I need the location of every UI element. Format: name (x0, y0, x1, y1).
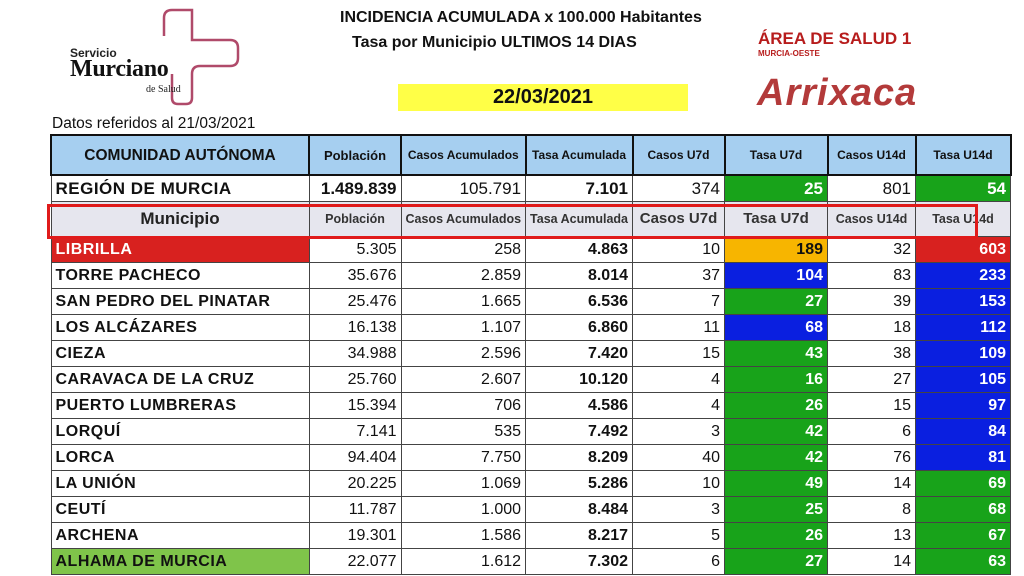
area-subtitle: MURCIA-OESTE (758, 49, 820, 58)
casos-u14d-cell: 27 (828, 367, 916, 393)
tasa-acum-cell: 4.863 (526, 237, 633, 263)
tasa-u14d-cell: 63 (916, 549, 1011, 575)
casos-u14d-cell: 83 (828, 263, 916, 289)
poblacion-cell: 20.225 (309, 471, 401, 497)
tasa-u7d-cell: 25 (725, 497, 828, 523)
casos-u7d-cell: 6 (633, 549, 725, 575)
tasa-u7d-cell: 68 (725, 315, 828, 341)
arrixaca-logo: Arrixaca (757, 72, 918, 114)
casos-u14d-cell: 39 (828, 289, 916, 315)
casos-acum-cell: 1.665 (401, 289, 526, 315)
tasa-u7d-cell: 189 (725, 237, 828, 263)
table-row (51, 497, 1011, 523)
tasa-u7d-cell: 42 (725, 445, 828, 471)
casos-u14d-cell: 6 (828, 419, 916, 445)
page-subtitle: Tasa por Municipio ULTIMOS 14 DIAS (352, 34, 637, 51)
tasa-u14d-cell: 112 (916, 315, 1011, 341)
casos-u7d-cell: 3 (633, 419, 725, 445)
casos-u7d-cell: 5 (633, 523, 725, 549)
municipio-name: ALHAMA DE MURCIA (51, 549, 309, 575)
casos-u7d-cell: 7 (633, 289, 725, 315)
municipio-name: PUERTO LUMBRERAS (51, 393, 309, 419)
casos-u7d-cell: 37 (633, 263, 725, 289)
poblacion-cell: 5.305 (309, 237, 401, 263)
poblacion-cell: 7.141 (309, 419, 401, 445)
header-tasa-u7d: Tasa U7d (725, 135, 828, 175)
poblacion-cell: 11.787 (309, 497, 401, 523)
table-row (51, 367, 1011, 393)
tasa-u7d-cell: 16 (725, 367, 828, 393)
tasa-acum-cell: 7.420 (526, 341, 633, 367)
tasa-acum-cell: 6.860 (526, 315, 633, 341)
poblacion-cell: 22.077 (309, 549, 401, 575)
table-row (51, 263, 1011, 289)
poblacion-cell: 19.301 (309, 523, 401, 549)
tasa-acum-cell: 8.484 (526, 497, 633, 523)
casos-u7d-cell: 10 (633, 471, 725, 497)
header-tasa-acumulada: Tasa Acumulada (526, 135, 633, 175)
tasa-acum-cell: 7.302 (526, 549, 633, 575)
subheader-casos-u14d: Casos U14d (828, 202, 916, 237)
tasa-u14d-cell: 109 (916, 341, 1011, 367)
subheader-tasa-u14d: Tasa U14d (916, 202, 1011, 237)
tasa-acum-cell: 7.492 (526, 419, 633, 445)
subheader-casos-u7d: Casos U7d (633, 202, 725, 237)
tasa-u7d-cell: 49 (725, 471, 828, 497)
region-casos-u14d: 801 (828, 175, 916, 202)
casos-acum-cell: 1.586 (401, 523, 526, 549)
data-reference-date: Datos referidos al 21/03/2021 (52, 115, 256, 132)
tasa-u14d-cell: 69 (916, 471, 1011, 497)
casos-u14d-cell: 15 (828, 393, 916, 419)
smu-logo (60, 6, 250, 106)
region-row (51, 175, 1011, 202)
poblacion-cell: 35.676 (309, 263, 401, 289)
tasa-u14d-cell: 81 (916, 445, 1011, 471)
region-tasa-acum: 7.101 (526, 175, 633, 202)
municipio-name: LIBRILLA (51, 237, 309, 263)
casos-u7d-cell: 40 (633, 445, 725, 471)
table-row (51, 237, 1011, 263)
poblacion-cell: 94.404 (309, 445, 401, 471)
subheader-tasa-acumulada: Tasa Acumulada (526, 202, 633, 237)
tasa-u7d-cell: 43 (725, 341, 828, 367)
tasa-acum-cell: 8.217 (526, 523, 633, 549)
municipio-name: CIEZA (51, 341, 309, 367)
casos-u7d-cell: 4 (633, 367, 725, 393)
subheader-casos-acumulados: Casos Acumulados (401, 202, 526, 237)
tasa-u14d-cell: 97 (916, 393, 1011, 419)
region-name: REGIÓN DE MURCIA (51, 175, 309, 202)
header-casos-u7d: Casos U7d (633, 135, 725, 175)
tasa-u14d-cell: 68 (916, 497, 1011, 523)
casos-acum-cell: 2.859 (401, 263, 526, 289)
casos-acum-cell: 7.750 (401, 445, 526, 471)
casos-acum-cell: 1.000 (401, 497, 526, 523)
subheader-municipio: Municipio (51, 202, 309, 237)
municipio-name: SAN PEDRO DEL PINATAR (51, 289, 309, 315)
region-tasa-u7d: 25 (725, 175, 828, 202)
table-row (51, 341, 1011, 367)
municipio-name: LORQUÍ (51, 419, 309, 445)
table-row (51, 315, 1011, 341)
header-poblacion: Población (309, 135, 401, 175)
subheader-tasa-u7d: Tasa U7d (725, 202, 828, 237)
table-row (51, 393, 1011, 419)
tasa-u14d-cell: 84 (916, 419, 1011, 445)
casos-acum-cell: 1.107 (401, 315, 526, 341)
poblacion-cell: 16.138 (309, 315, 401, 341)
casos-acum-cell: 1.612 (401, 549, 526, 575)
logo-small-text: Servicio (70, 46, 117, 60)
region-casos-acum: 105.791 (401, 175, 526, 202)
poblacion-cell: 25.476 (309, 289, 401, 315)
casos-acum-cell: 535 (401, 419, 526, 445)
casos-u7d-cell: 4 (633, 393, 725, 419)
incidence-table (50, 134, 1012, 575)
municipio-name: ARCHENA (51, 523, 309, 549)
tasa-acum-cell: 4.586 (526, 393, 633, 419)
casos-u7d-cell: 15 (633, 341, 725, 367)
tasa-acum-cell: 6.536 (526, 289, 633, 315)
poblacion-cell: 34.988 (309, 341, 401, 367)
casos-acum-cell: 2.607 (401, 367, 526, 393)
tasa-acum-cell: 8.014 (526, 263, 633, 289)
casos-u14d-cell: 14 (828, 549, 916, 575)
casos-u14d-cell: 32 (828, 237, 916, 263)
casos-u7d-cell: 11 (633, 315, 725, 341)
table-row (51, 289, 1011, 315)
tasa-u7d-cell: 27 (725, 549, 828, 575)
tasa-acum-cell: 8.209 (526, 445, 633, 471)
poblacion-cell: 15.394 (309, 393, 401, 419)
table-row (51, 523, 1011, 549)
page-title: INCIDENCIA ACUMULADA x 100.000 Habitantes (340, 9, 702, 26)
tasa-u7d-cell: 26 (725, 523, 828, 549)
header-casos-acumulados: Casos Acumulados (401, 135, 526, 175)
municipio-name: LOS ALCÁZARES (51, 315, 309, 341)
table-header-row (51, 135, 1011, 175)
tasa-u14d-cell: 105 (916, 367, 1011, 393)
municipio-header-row (51, 202, 1011, 237)
tasa-acum-cell: 5.286 (526, 471, 633, 497)
subheader-poblacion: Población (309, 202, 401, 237)
poblacion-cell: 25.760 (309, 367, 401, 393)
casos-u14d-cell: 13 (828, 523, 916, 549)
header-tasa-u14d: Tasa U14d (916, 135, 1011, 175)
header-casos-u14d: Casos U14d (828, 135, 916, 175)
tasa-u7d-cell: 27 (725, 289, 828, 315)
table-row (51, 419, 1011, 445)
casos-u14d-cell: 76 (828, 445, 916, 471)
tasa-u14d-cell: 603 (916, 237, 1011, 263)
tasa-u7d-cell: 42 (725, 419, 828, 445)
casos-u14d-cell: 38 (828, 341, 916, 367)
region-casos-u7d: 374 (633, 175, 725, 202)
casos-u7d-cell: 3 (633, 497, 725, 523)
tasa-u14d-cell: 233 (916, 263, 1011, 289)
logo-big-text: Murciano (70, 56, 169, 82)
casos-acum-cell: 706 (401, 393, 526, 419)
tasa-u14d-cell: 67 (916, 523, 1011, 549)
municipio-name: TORRE PACHECO (51, 263, 309, 289)
casos-acum-cell: 258 (401, 237, 526, 263)
municipio-name: LORCA (51, 445, 309, 471)
casos-acum-cell: 2.596 (401, 341, 526, 367)
table-row (51, 471, 1011, 497)
casos-u7d-cell: 10 (633, 237, 725, 263)
municipio-name: CARAVACA DE LA CRUZ (51, 367, 309, 393)
table-row (51, 549, 1011, 575)
casos-u14d-cell: 14 (828, 471, 916, 497)
tasa-u14d-cell: 153 (916, 289, 1011, 315)
tasa-u7d-cell: 104 (725, 263, 828, 289)
report-date: 22/03/2021 (398, 84, 688, 111)
tasa-acum-cell: 10.120 (526, 367, 633, 393)
casos-u14d-cell: 8 (828, 497, 916, 523)
municipio-name: CEUTÍ (51, 497, 309, 523)
casos-acum-cell: 1.069 (401, 471, 526, 497)
table-row (51, 445, 1011, 471)
casos-u14d-cell: 18 (828, 315, 916, 341)
region-poblacion: 1.489.839 (309, 175, 401, 202)
municipio-name: LA UNIÓN (51, 471, 309, 497)
header-comunidad: COMUNIDAD AUTÓNOMA (51, 135, 309, 175)
region-tasa-u14d: 54 (916, 175, 1011, 202)
tasa-u7d-cell: 26 (725, 393, 828, 419)
logo-sub-text: de Salud (146, 84, 181, 95)
area-title: ÁREA DE SALUD 1 (758, 29, 912, 48)
